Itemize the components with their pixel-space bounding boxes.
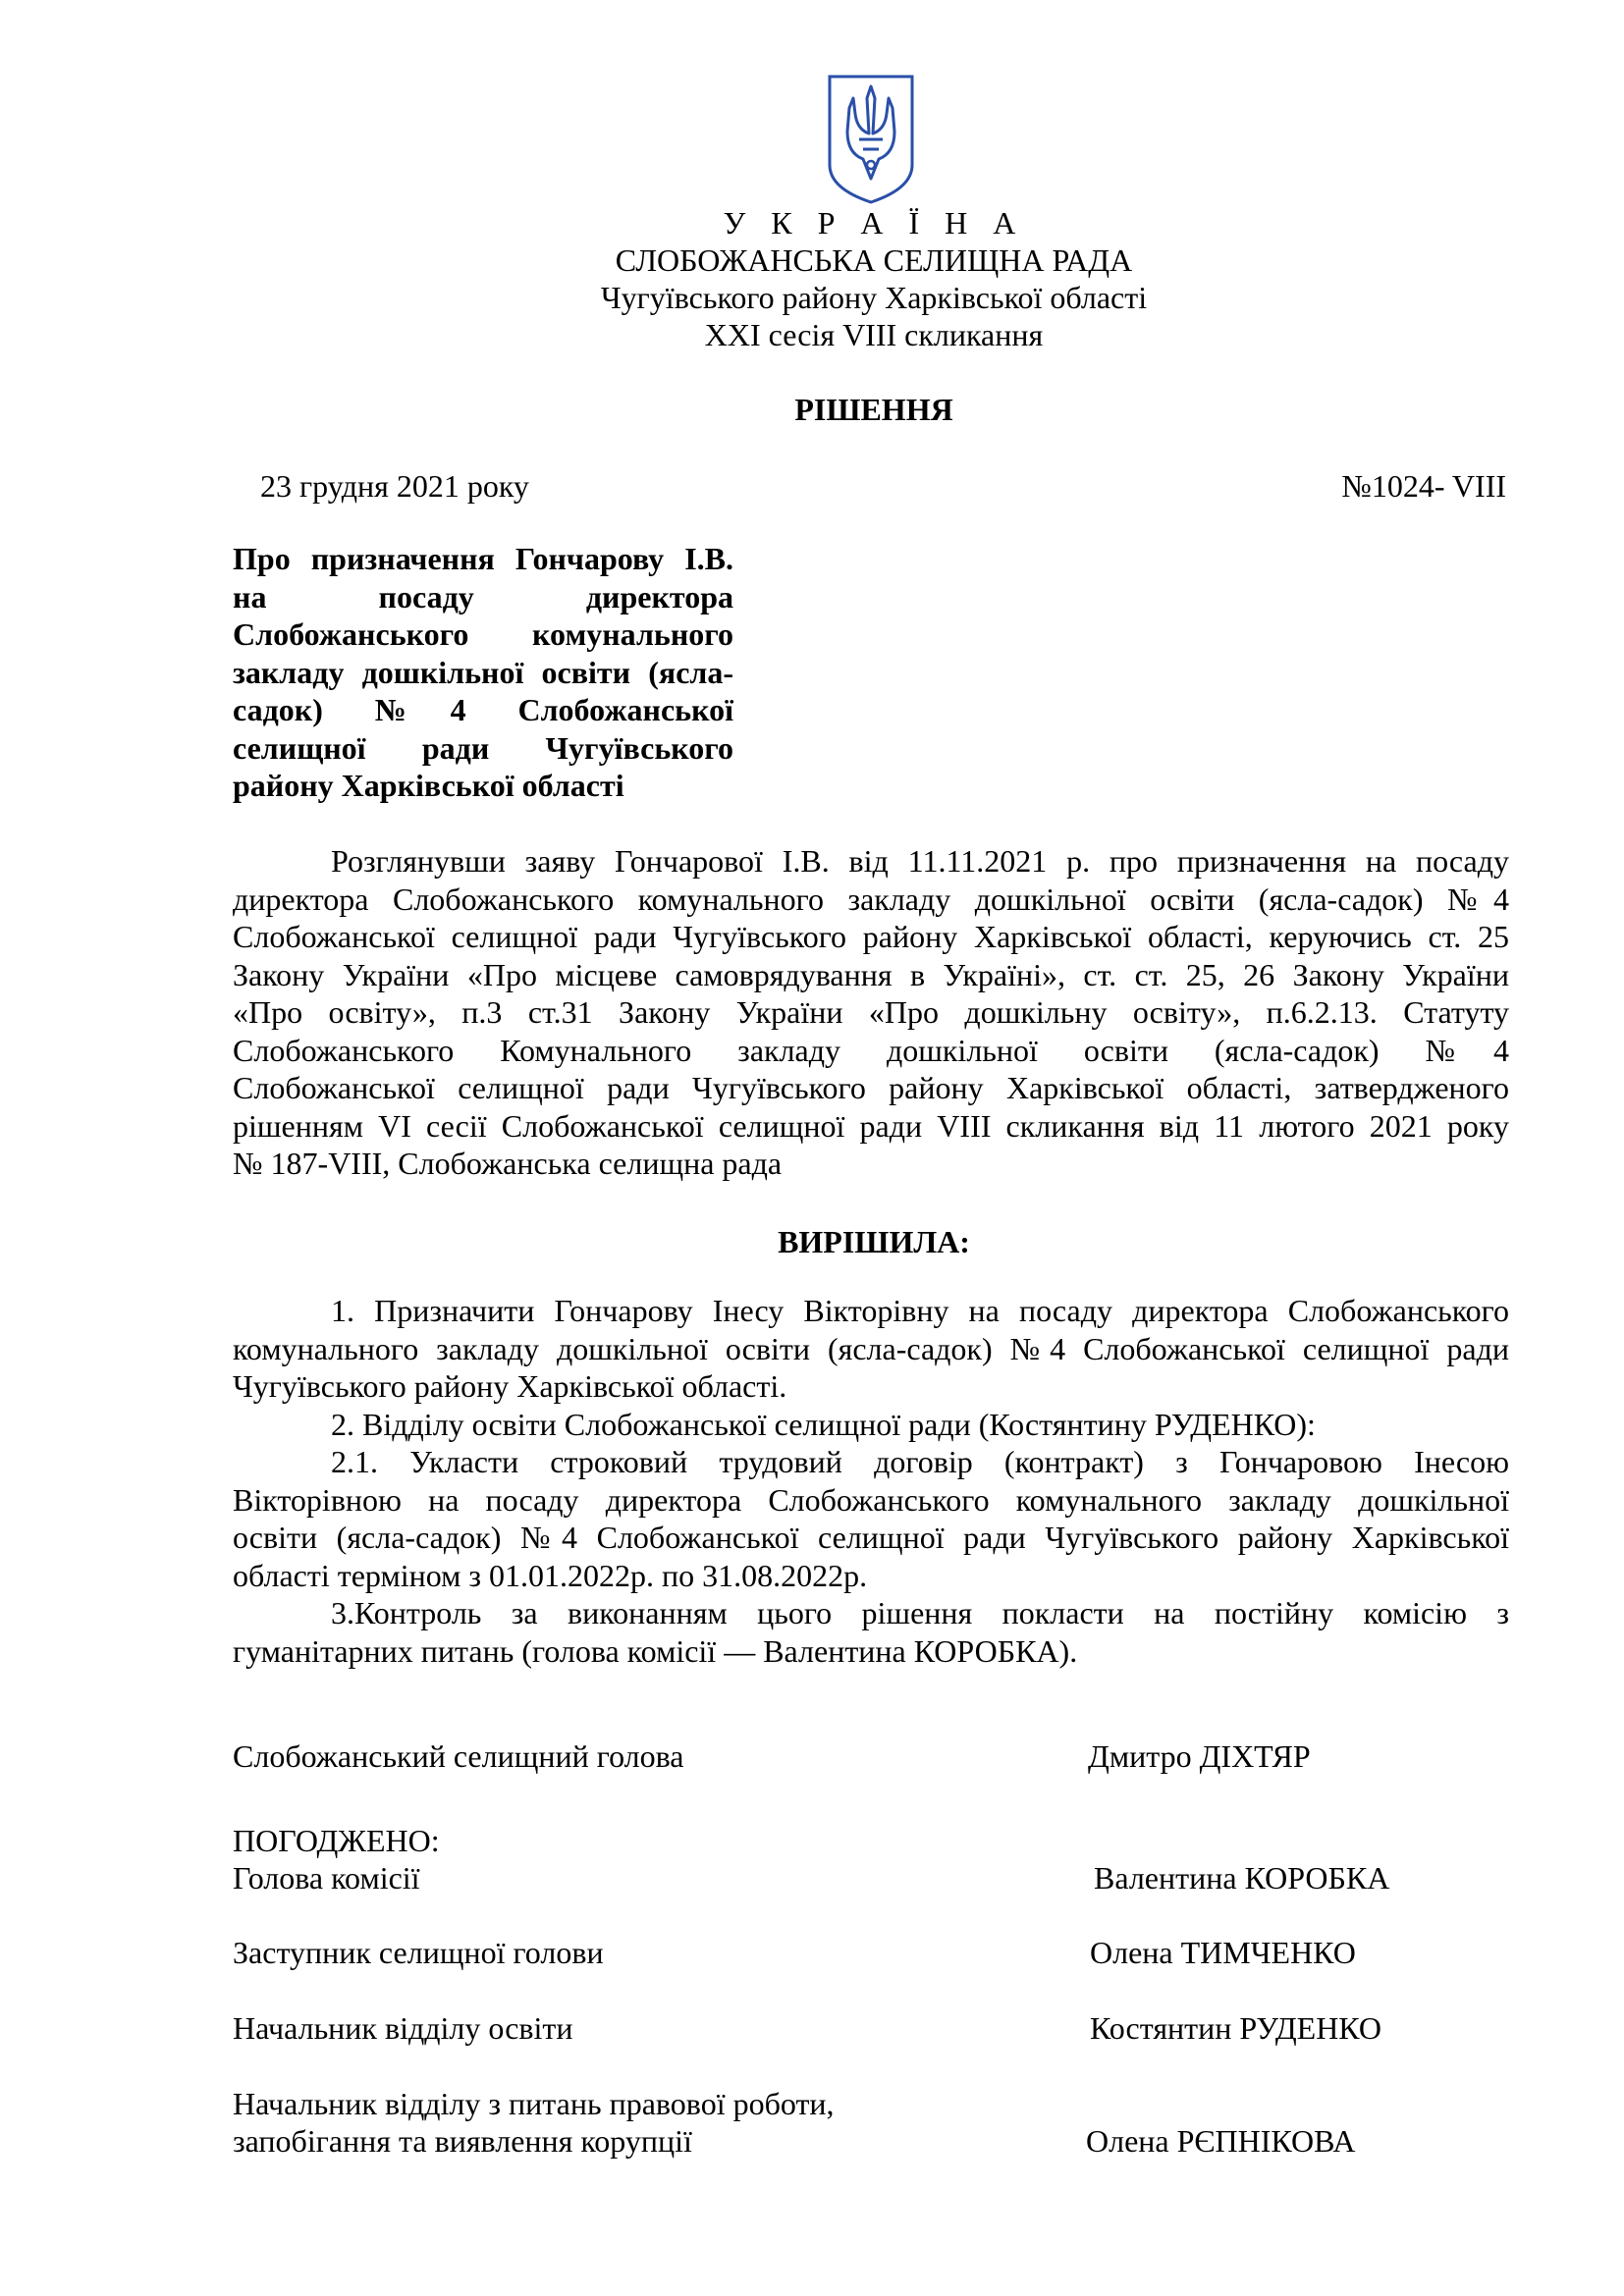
approver-position: Начальник відділу освіти bbox=[233, 2010, 573, 2046]
subject-line: селищної ради Чугуївського bbox=[233, 729, 733, 766]
approver-name: Валентина КОРОБКА bbox=[1094, 1860, 1390, 1896]
subject-line: садок) №4 Слобожанської bbox=[233, 692, 733, 727]
approver-name: Костянтин РУДЕНКО bbox=[1090, 2010, 1381, 2046]
item-line: 1. Призначити Гончарову Інесу Вікторівну на посаду директора Слобожанського bbox=[331, 1293, 1509, 1328]
preamble-line: Закону України «Про місцеве самоврядування в Україні», ст. ст. 25, 26 Закону України bbox=[233, 956, 1509, 992]
council-name: СЛОБОЖАНСЬКА СЕЛИЩНА РАДА bbox=[615, 242, 1133, 278]
preamble-line: Слобожанської селищної ради Чугуївського району Харківської області, керуючись ст. 25 bbox=[233, 919, 1509, 954]
ukraine-coat-of-arms-icon bbox=[824, 71, 918, 206]
decision-subject bbox=[233, 540, 733, 805]
document-title: РІШЕННЯ bbox=[794, 392, 953, 427]
preamble-line: № 187-VІІІ, Слобожанська селищна рада bbox=[233, 1146, 783, 1181]
item-line: освіти (ясла-садок) №4 Слобожанської селищної ради Чугуївського району Харківської bbox=[233, 1520, 1509, 1555]
council-district: Чугуївського району Харківської області bbox=[600, 280, 1148, 315]
approver-position: Начальник відділу з питань правової роботи, bbox=[233, 2086, 835, 2121]
subject-line: Слобожанського комунального bbox=[233, 616, 733, 652]
item-line: Вікторівною на посаду директора Слобожанського комунального закладу дошкільної bbox=[233, 1481, 1509, 1518]
approver-position-cont: запобігання та виявлення корупції bbox=[233, 2123, 692, 2159]
item-line: області терміном з 01.01.2022р. по 31.08.2022р. bbox=[233, 1557, 868, 1593]
session-info: XXІ сесія VIII скликання bbox=[704, 317, 1044, 352]
subject-line: району Харківської області bbox=[233, 768, 624, 803]
preamble-line: Розглянувши заяву Гончарової І.В. від 11.11.2021 р. про призначення на посаду bbox=[331, 843, 1509, 879]
head-position: Слобожанський селищний голова bbox=[233, 1738, 684, 1774]
approver-position: Голова комісії bbox=[233, 1860, 420, 1896]
preamble-line: Слобожанської селищної ради Чугуївського району Харківської області, затвердженого bbox=[233, 1070, 1509, 1105]
approver-name: Олена РЄПНІКОВА bbox=[1086, 2123, 1356, 2159]
subject-line: закладу дошкільної освіти (ясла- bbox=[233, 654, 733, 690]
preamble-line: Слобожанського Комунального закладу дошкільної освіти (ясла-садок) №4 bbox=[233, 1032, 1509, 1068]
decision-items bbox=[233, 1292, 1509, 1670]
decision-date: 23 грудня 2021 року bbox=[260, 468, 529, 504]
preamble-line: директора Слобожанського комунального закладу дошкільної освіти (ясла-садок) №4 bbox=[233, 881, 1509, 917]
item-line: Чугуївського району Харківської області. bbox=[233, 1368, 787, 1404]
resolved-heading: ВИРІШИЛА: bbox=[778, 1224, 970, 1259]
item-line: 2. Відділу освіти Слобожанської селищної ради (Костянтину РУДЕНКО): bbox=[331, 1406, 1316, 1442]
country-name: У К Р А Ї Н А bbox=[723, 205, 1025, 240]
head-name: Дмитро ДІХТЯР bbox=[1088, 1738, 1311, 1774]
item-line: 3.Контроль за виконанням цього рішення покласти на постійну комісію з bbox=[331, 1595, 1509, 1630]
preamble-paragraph bbox=[233, 842, 1509, 1183]
item-line: гуманітарних питань (голова комісії — Валентина КОРОБКА). bbox=[233, 1632, 1078, 1669]
preamble-line: «Про освіту», п.3 ст.31 Закону України «Про дошкільну освіту», п.6.2.13. Статуту bbox=[233, 994, 1509, 1030]
item-line: комунального закладу дошкільної освіти (ясла-садок) №4 Слобожанської селищної ради bbox=[233, 1330, 1509, 1366]
subject-line: на посаду директора bbox=[233, 578, 733, 614]
decision-number: №1024- VIII bbox=[1341, 468, 1506, 504]
subject-line: Про призначення Гончарову І.В. bbox=[233, 541, 733, 576]
preamble-line: рішенням VІ сесії Слобожанської селищної ради VІІІ скликання від 11 лютого 2021 року bbox=[233, 1107, 1509, 1144]
item-line: 2.1. Укласти строковий трудовий договір (контракт) з Гончаровою Інесою bbox=[331, 1444, 1509, 1479]
approved-label: ПОГОДЖЕНО: bbox=[233, 1823, 440, 1858]
approver-name: Олена ТИМЧЕНКО bbox=[1090, 1935, 1356, 1970]
approver-position: Заступник селищної голови bbox=[233, 1935, 604, 1970]
